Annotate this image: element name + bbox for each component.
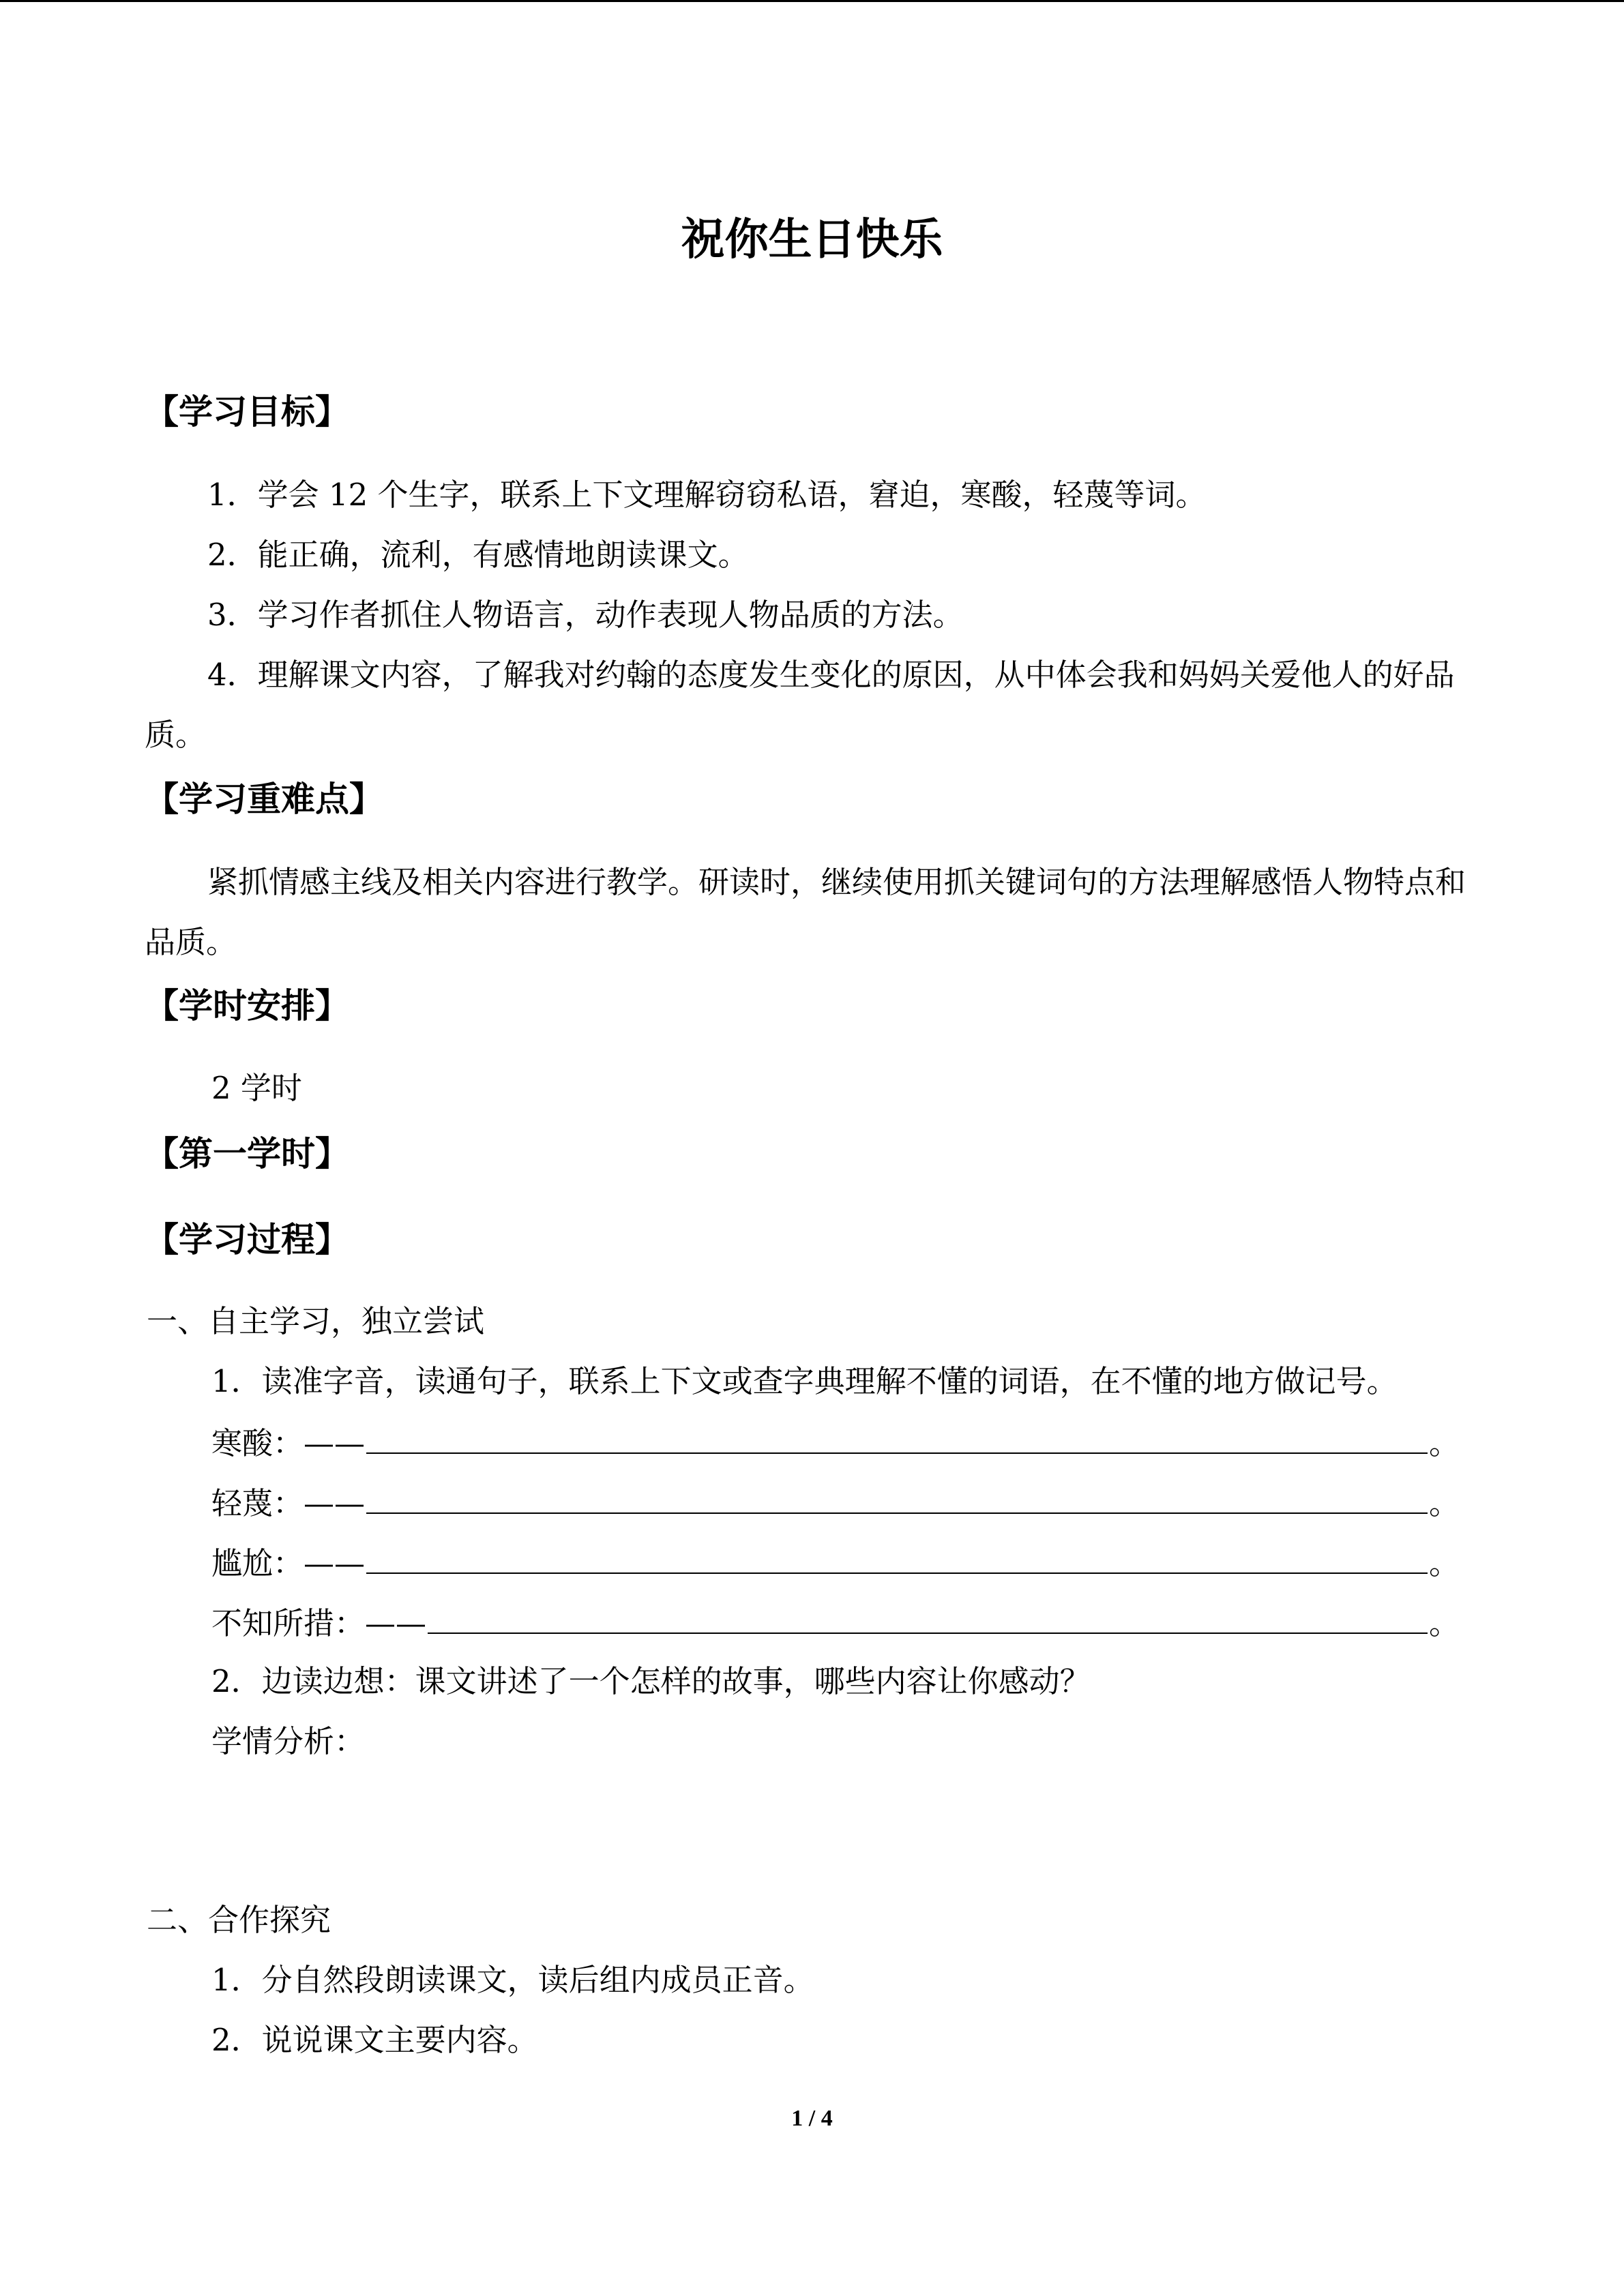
key-points-text: 紧抓情感主线及相关内容进行教学。研读时，继续使用抓关键词句的方法理解感悟人物特点和品质。 bbox=[145, 864, 1466, 960]
analysis-label: 学情分析： bbox=[211, 1723, 366, 1759]
heading-process: 【学习过程】 bbox=[145, 1220, 349, 1259]
objective-item-2: 2．能正确，流利，有感情地朗读课文。 bbox=[207, 537, 749, 573]
part2-title: 二、合作探究 bbox=[147, 1902, 331, 1938]
fill-in-row-1 bbox=[211, 1421, 1460, 1462]
part1-title: 一、自主学习，独立尝试 bbox=[147, 1303, 485, 1339]
fill-in-term: 轻蔑：—— bbox=[211, 1485, 366, 1521]
part1-item-2: 2．边读边想：课文讲述了一个怎样的故事，哪些内容让你感动？ bbox=[211, 1663, 1091, 1699]
answer-blank-line[interactable] bbox=[366, 1541, 1428, 1574]
part2-item-2: 2．说说课文主要内容。 bbox=[211, 2022, 538, 2058]
objective-item-3: 3．学习作者抓住人物语言，动作表现人物品质的方法。 bbox=[207, 597, 964, 633]
page-number: 1 / 4 bbox=[791, 2106, 833, 2131]
objective-item-4: 4．理解课文内容，了解我对约翰的态度发生变化的原因，从中体会我和妈妈关爱他人的好品质。 bbox=[145, 657, 1455, 753]
answer-blank-line[interactable] bbox=[428, 1601, 1428, 1634]
schedule-text: 2 学时 bbox=[211, 1070, 302, 1106]
document-title: 祝你生日快乐 bbox=[681, 215, 943, 265]
fill-in-row-2 bbox=[211, 1481, 1460, 1522]
fill-in-term: 尴尬：—— bbox=[211, 1545, 366, 1581]
fill-in-row-3 bbox=[211, 1541, 1460, 1582]
fill-in-term: 寒酸：—— bbox=[211, 1425, 366, 1461]
heading-schedule: 【学时安排】 bbox=[145, 986, 349, 1026]
fill-in-row-4 bbox=[211, 1601, 1460, 1642]
part1-item-1: 1．读准字音，读通句子，联系上下文或查字典理解不懂的词语，在不懂的地方做记号。 bbox=[211, 1363, 1398, 1399]
heading-objectives: 【学习目标】 bbox=[145, 392, 349, 432]
fill-in-end-mark: 。 bbox=[1428, 1485, 1460, 1521]
answer-blank-line[interactable] bbox=[366, 1421, 1428, 1454]
fill-in-term: 不知所措：—— bbox=[211, 1605, 427, 1641]
heading-first-period: 【第一学时】 bbox=[145, 1134, 349, 1174]
part2-item-1: 1．分自然段朗读课文，读后组内成员正音。 bbox=[211, 1962, 814, 1998]
fill-in-end-mark: 。 bbox=[1428, 1545, 1460, 1581]
top-border-line bbox=[0, 0, 1624, 2]
answer-blank-line[interactable] bbox=[366, 1481, 1428, 1514]
objective-item-1: 1．学会 12 个生字，联系上下文理解窃窃私语，窘迫，寒酸，轻蔑等词。 bbox=[207, 477, 1207, 513]
fill-in-end-mark: 。 bbox=[1428, 1605, 1460, 1641]
heading-key-points: 【学习重难点】 bbox=[145, 779, 383, 819]
fill-in-end-mark: 。 bbox=[1428, 1425, 1460, 1461]
